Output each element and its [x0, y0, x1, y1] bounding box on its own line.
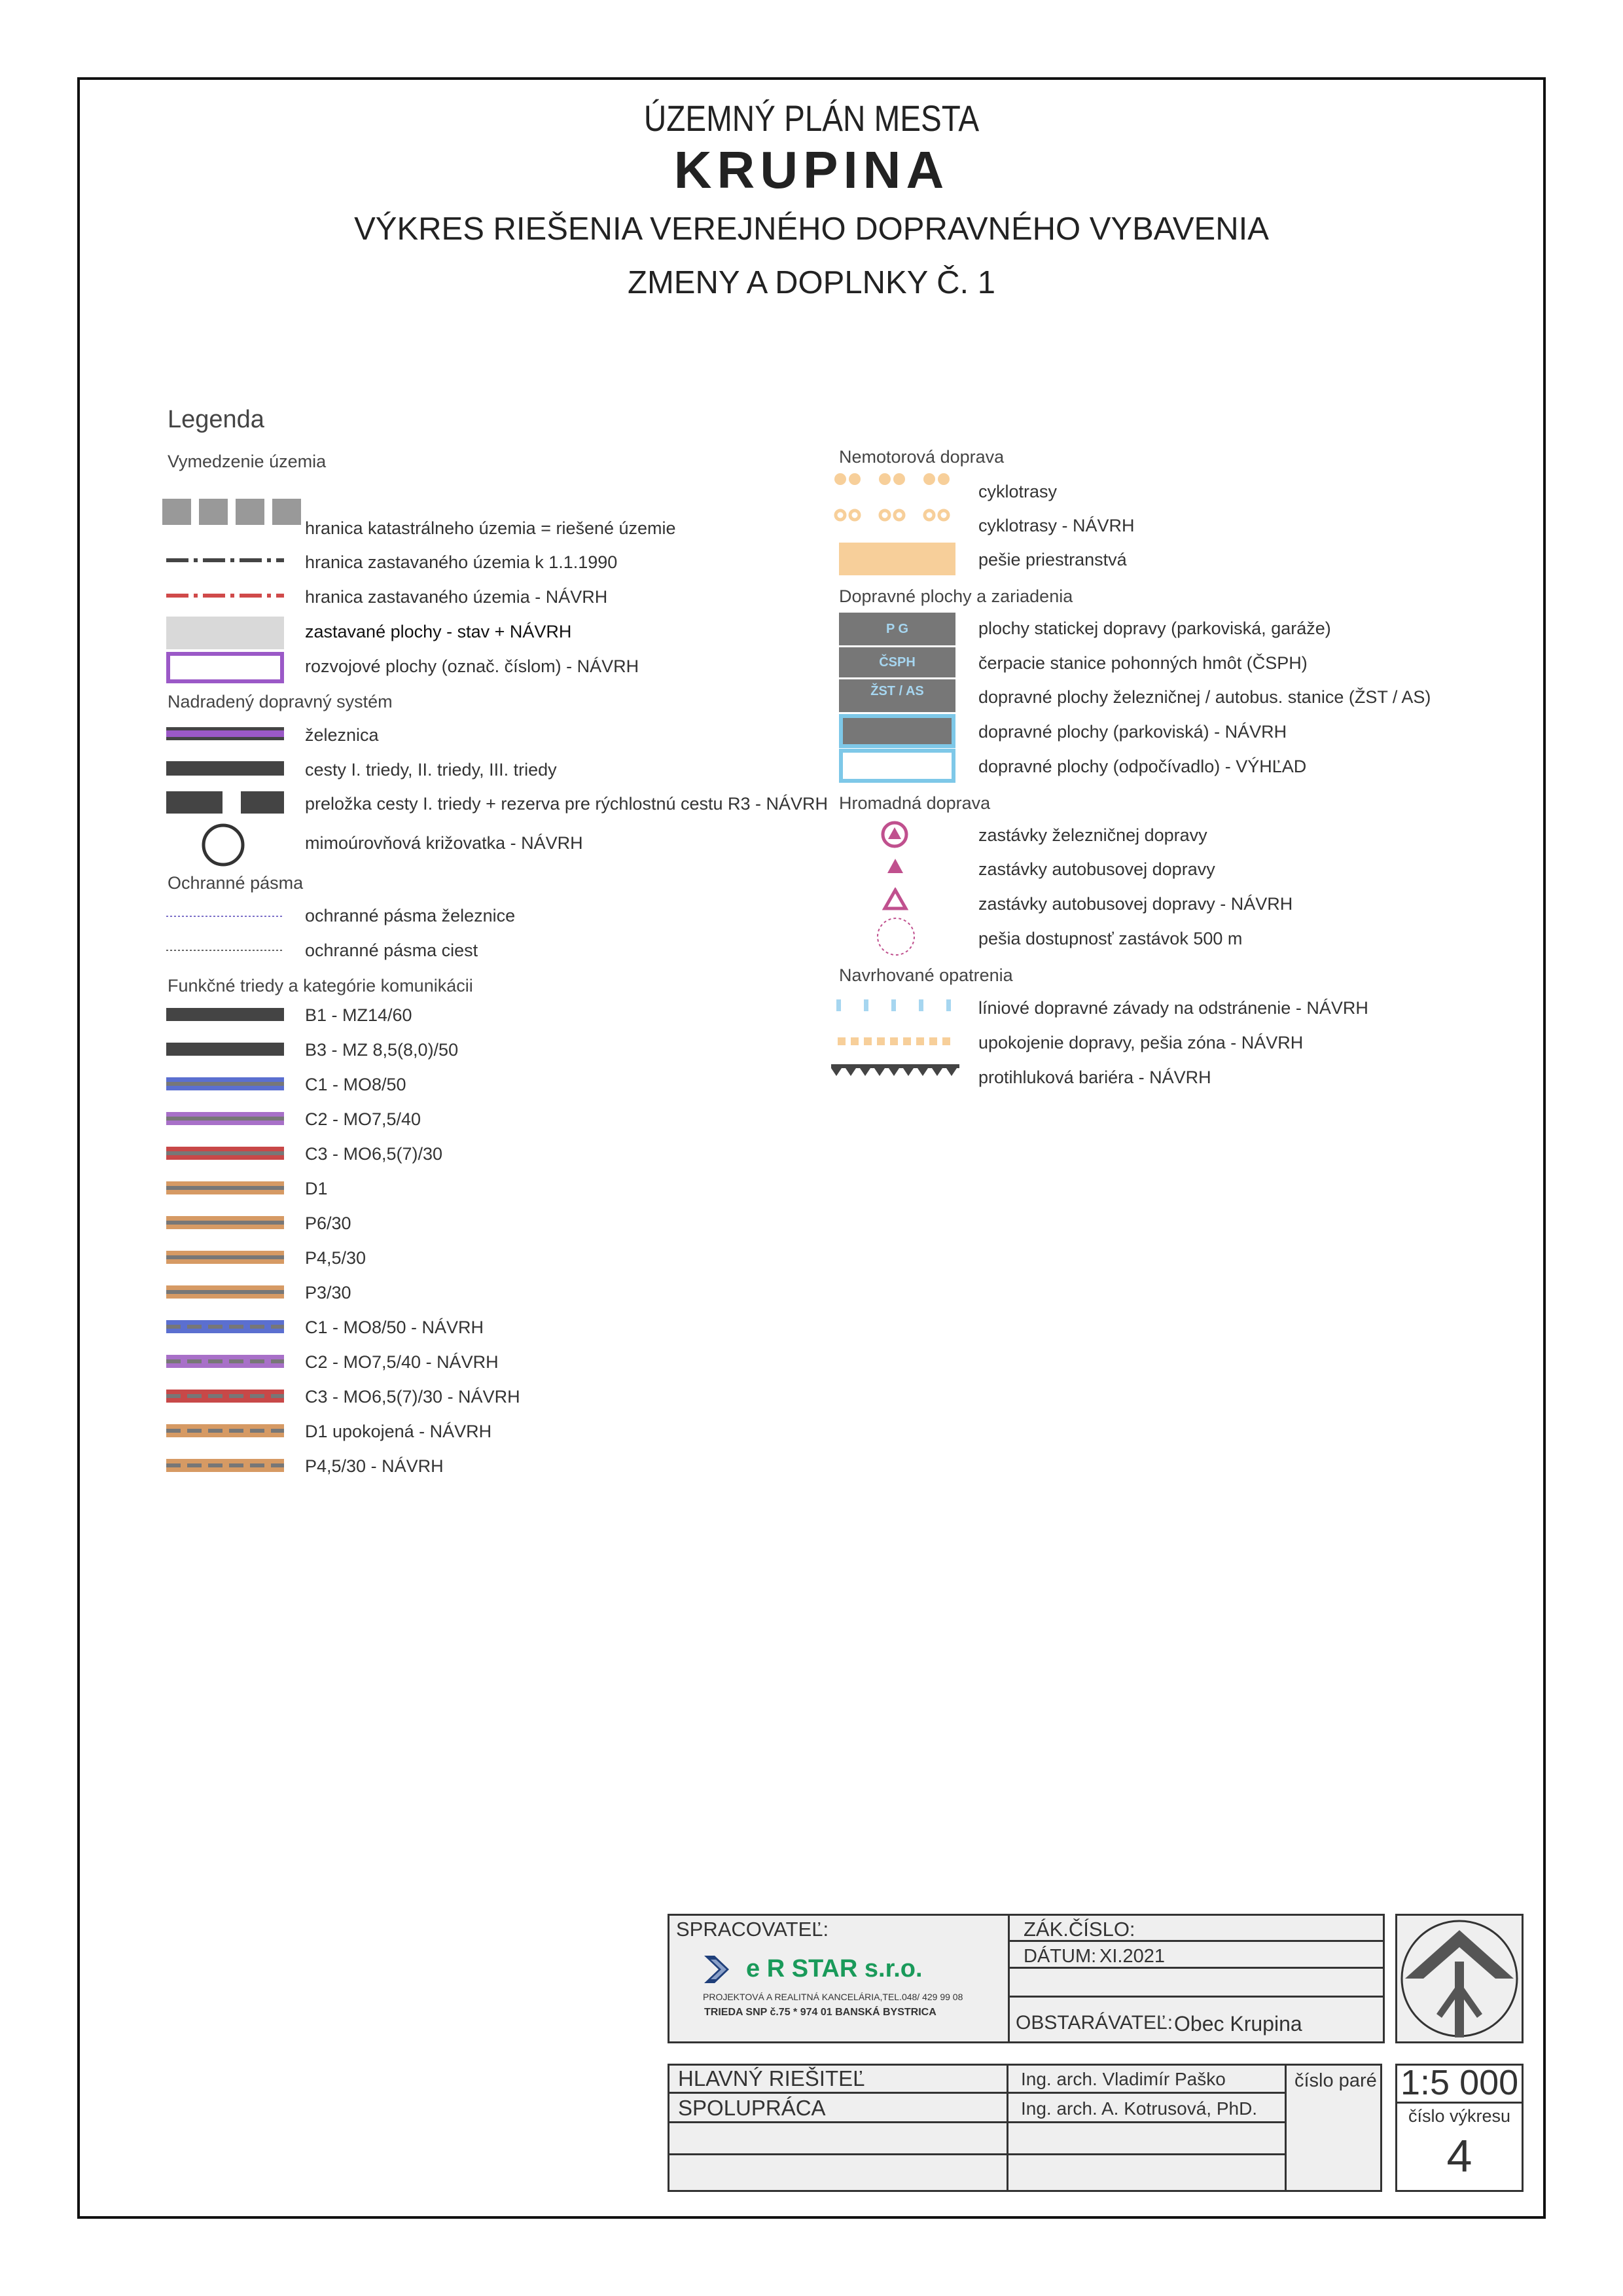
legend-item: D1 upokojená - NÁVRH — [305, 1422, 492, 1441]
road-class-symbol — [166, 1390, 284, 1403]
linear-defect-symbol — [836, 998, 954, 1013]
road-class-symbol — [166, 1043, 284, 1056]
legend-heading: Legenda — [168, 406, 264, 433]
architect-logo-icon — [1397, 1916, 1522, 2041]
rest-area-symbol — [839, 749, 955, 783]
road-class-symbol — [166, 1216, 284, 1229]
road-class-symbol — [166, 1459, 284, 1472]
drawing-number-value: 4 — [1446, 2130, 1472, 2181]
legend-item: protihluková bariéra - NÁVRH — [978, 1067, 1211, 1087]
legend-item: čerpacie stanice pohonných hmôt (ČSPH) — [978, 653, 1308, 673]
road-class-symbol — [166, 1077, 284, 1090]
road-class-symbol — [166, 1251, 284, 1264]
cycle-route-proposal-symbol — [832, 507, 950, 523]
legend-item: hranica zastavaného územia - NÁVRH — [305, 587, 608, 607]
legend-item: P4,5/30 - NÁVRH — [305, 1456, 444, 1476]
section-non-motorized: Nemotorová doprava — [839, 447, 1005, 467]
section-functional-classes: Funkčné triedy a kategórie komunikácii — [168, 976, 473, 996]
legend-item: hranica katastrálneho územia = riešené územie — [305, 518, 676, 538]
legend-item: pešia dostupnosť zastávok 500 m — [978, 929, 1243, 948]
legend-item: C3 - MO6,5(7)/30 — [305, 1144, 443, 1164]
legend-item: hranica zastavaného územia k 1.1.1990 — [305, 552, 618, 572]
road-protection-symbol — [166, 948, 284, 952]
legend-item: zastavané plochy - stav + NÁVRH — [305, 622, 572, 641]
legend-item: zastávky železničnej dopravy — [978, 825, 1207, 845]
company-address-2: TRIEDA SNP č.75 * 974 01 BANSKÁ BYSTRICA — [704, 2007, 936, 2018]
lead-designer-label: HLAVNÝ RIEŠITEĽ — [678, 2066, 865, 2090]
legend-item: C1 - MO8/50 — [305, 1075, 406, 1094]
legend-item: preložka cesty I. triedy + rezerva pre rýchlostnú cestu R3 - NÁVRH — [305, 794, 829, 814]
noise-barrier-symbol — [831, 1064, 959, 1079]
town-name: KRUPINA — [673, 141, 950, 199]
company-name: e R STAR s.r.o. — [746, 1955, 923, 1982]
legend-item: upokojenie dopravy, pešia zóna - NÁVRH — [978, 1033, 1304, 1052]
main-roads-symbol — [166, 761, 284, 776]
processor-label: SPRACOVATEĽ: — [676, 1918, 829, 1941]
legend-item: ochranné pásma ciest — [305, 941, 478, 960]
section-proposed-measures: Navrhované opatrenia — [839, 965, 1013, 985]
legend-item: C2 - MO7,5/40 — [305, 1109, 421, 1129]
legend-item: C3 - MO6,5(7)/30 - NÁVRH — [305, 1387, 520, 1407]
bus-stop-icon — [886, 857, 904, 874]
legend-item: C2 - MO7,5/40 - NÁVRH — [305, 1352, 499, 1372]
client-value: Obec Krupina — [1174, 2012, 1302, 2036]
road-class-symbol — [166, 1424, 284, 1437]
section-public-transport: Hromadná doprava — [839, 793, 991, 813]
company-logo-icon — [702, 1954, 741, 1984]
section-protection-zones: Ochranné pásma — [168, 873, 304, 893]
legend-item: pešie priestranstvá — [978, 550, 1127, 569]
development-area-symbol — [166, 652, 284, 683]
road-class-symbol — [166, 1008, 284, 1021]
fuel-station-symbol: ČSPH — [839, 647, 955, 677]
amendment-title: ZMENY A DOPLNKY Č. 1 — [628, 265, 995, 300]
cooperation-value: Ing. arch. A. Kotrusová, PhD. — [1021, 2098, 1258, 2119]
interchange-icon — [200, 822, 246, 868]
road-class-symbol — [166, 1181, 284, 1194]
relocated-road-symbol — [166, 791, 284, 814]
parking-proposal-symbol — [839, 714, 955, 748]
legend-item: cyklotrasy - NÁVRH — [978, 516, 1135, 535]
railway-protection-symbol — [166, 914, 284, 918]
road-class-symbol — [166, 1112, 284, 1125]
legend-item: mimoúrovňová križovatka - NÁVRH — [305, 833, 583, 853]
parking-garage-symbol: P G — [839, 613, 955, 645]
legend-item: P3/30 — [305, 1283, 351, 1302]
copy-number-label: číslo paré — [1294, 2070, 1377, 2091]
section-traffic-areas: Dopravné plochy a zariadenia — [839, 586, 1073, 606]
legend-item: ochranné pásma železnice — [305, 906, 516, 925]
company-address-1: PROJEKTOVÁ A REALITNÁ KANCELÁRIA,TEL.048/ 429 99 08 — [703, 1992, 963, 2002]
legend-item: cyklotrasy — [978, 482, 1058, 501]
road-class-symbol — [166, 1320, 284, 1333]
walking-distance-icon — [876, 916, 916, 957]
legend-item: zastávky autobusovej dopravy - NÁVRH — [978, 894, 1293, 914]
legend-item: P6/30 — [305, 1213, 351, 1233]
drawing-number-label: číslo výkresu — [1408, 2106, 1511, 2126]
bus-stop-proposal-icon — [882, 888, 908, 911]
legend-item: líniové dopravné závady na odstránenie - NÁVRH — [978, 998, 1368, 1018]
legend-item: C1 - MO8/50 - NÁVRH — [305, 1318, 484, 1337]
pedestrian-area-symbol — [839, 543, 955, 575]
legend-item: dopravné plochy (parkoviská) - NÁVRH — [978, 722, 1287, 742]
legend-item: cesty I. triedy, II. triedy, III. triedy — [305, 760, 557, 780]
drawing-title: VÝKRES RIEŠENIA VEREJNÉHO DOPRAVNÉHO VYBAVENIA — [354, 211, 1269, 247]
client-label: OBSTARÁVATEĽ: — [1016, 2012, 1173, 2034]
legend-item: D1 — [305, 1179, 328, 1198]
built-area-1990-symbol — [166, 556, 284, 564]
drawing-frame — [77, 77, 1546, 2219]
built-area-proposal-symbol — [166, 592, 284, 600]
cadastral-boundary-symbol — [161, 496, 305, 529]
legend-item: dopravné plochy (odpočívadlo) - VÝHĽAD — [978, 757, 1307, 776]
legend-item: B1 - MZ14/60 — [305, 1005, 412, 1025]
built-up-area-symbol — [166, 617, 284, 649]
date-label: DÁTUM: — [1024, 1946, 1097, 1967]
railway-stop-icon — [881, 821, 908, 848]
cooperation-label: SPOLUPRÁCA — [678, 2096, 826, 2120]
cycle-route-symbol — [832, 471, 950, 487]
order-number-label: ZÁK.ČÍSLO: — [1024, 1918, 1135, 1941]
railway-symbol — [166, 727, 284, 740]
scale-value: 1:5 000 — [1400, 2063, 1519, 2102]
legend-item: zastávky autobusovej dopravy — [978, 859, 1215, 879]
date-value: XI.2021 — [1099, 1946, 1165, 1967]
section-territory: Vymedzenie územia — [168, 452, 327, 471]
station-area-symbol: ŽST / AS — [839, 679, 955, 712]
road-class-symbol — [166, 1355, 284, 1368]
road-class-symbol — [166, 1285, 284, 1299]
lead-designer-value: Ing. arch. Vladimír Paško — [1021, 2069, 1226, 2089]
legend-item: plochy statickej dopravy (parkoviská, garáže) — [978, 619, 1331, 638]
legend-item: železnica — [305, 725, 379, 745]
legend-item: rozvojové plochy (označ. číslom) - NÁVRH — [305, 656, 639, 676]
legend-item: P4,5/30 — [305, 1248, 366, 1268]
road-class-symbol — [166, 1147, 284, 1160]
plan-type-title: ÚZEMNÝ PLÁN MESTA — [643, 98, 980, 139]
traffic-calming-symbol — [838, 1037, 955, 1046]
section-primary-transport: Nadradený dopravný systém — [168, 692, 393, 711]
legend-item: B3 - MZ 8,5(8,0)/50 — [305, 1040, 459, 1060]
legend-item: dopravné plochy železničnej / autobus. stanice (ŽST / AS) — [978, 687, 1431, 707]
